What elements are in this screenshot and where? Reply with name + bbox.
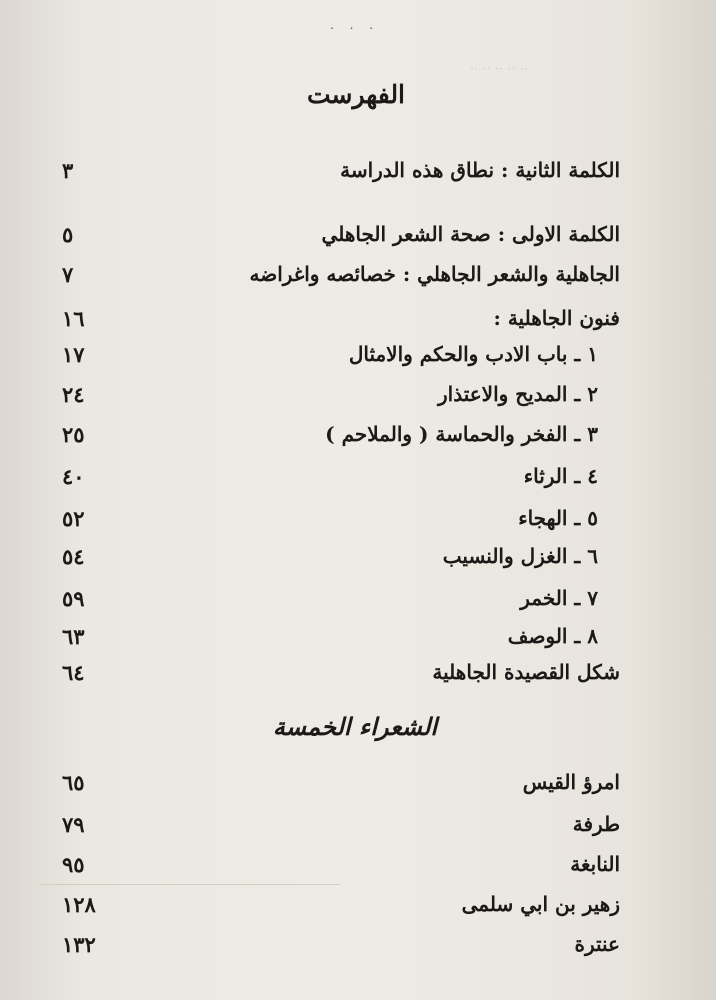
toc-row (0, 892, 716, 928)
toc-page-number: ٧٩ (62, 812, 85, 837)
toc-page-number: ١٦ (62, 306, 85, 331)
toc-row (0, 464, 716, 500)
toc-row (0, 624, 716, 660)
toc-entry-label: ٧ ـ الخمر (520, 586, 598, 610)
toc-page-number: ٦٤ (62, 660, 85, 685)
toc-entry-label: ٥ ـ الهجاء (518, 506, 598, 530)
toc-entry-label: شكل القصيدة الجاهلية (432, 660, 620, 684)
toc-row (0, 812, 716, 848)
toc-row (0, 262, 716, 298)
toc-entry-label: ٤ ـ الرثاء (523, 464, 598, 488)
toc-entry-label: النابغة (570, 852, 620, 876)
toc-page-number: ١٣٢ (62, 932, 96, 957)
toc-page-number: ٦٥ (62, 770, 85, 795)
toc-entry-label: امرؤ القيس (522, 770, 620, 794)
toc-page-number: ٤٠ (62, 464, 85, 489)
toc-entry-label: ٣ ـ الفخر والحماسة ( والملاحم ) (325, 422, 598, 446)
toc-entry-label: فنون الجاهلية : (493, 306, 620, 330)
toc-row (0, 932, 716, 968)
toc-entry-label: طرفة (572, 812, 620, 836)
toc-entry-label: ٦ ـ الغزل والنسيب (442, 544, 598, 568)
print-mark: . . . (330, 18, 380, 32)
toc-page-number: ١٢٨ (62, 892, 96, 917)
toc-row (0, 586, 716, 622)
toc-page-number: ٥٩ (62, 586, 85, 611)
toc-page-number: ٦٣ (62, 624, 85, 649)
toc-entry-label: ٢ ـ المديح والاعتذار (438, 382, 598, 406)
toc-row (0, 306, 716, 342)
toc-entry-label: الجاهلية والشعر الجاهلي : خصائصه واغراضه (249, 262, 620, 286)
toc-page-number: ١٧ (62, 342, 85, 367)
toc-row (0, 660, 716, 696)
toc-row (0, 422, 716, 458)
toc-row (0, 382, 716, 418)
toc-entry-label: ٨ ـ الوصف (507, 624, 598, 648)
toc-row (0, 342, 716, 378)
toc-page-number: ٥٢ (62, 506, 85, 531)
toc-row (0, 158, 716, 194)
toc-page-number: ٣ (62, 158, 74, 183)
toc-page-number: ٢٥ (62, 422, 85, 447)
toc-entry-label: الكلمة الاولى : صحة الشعر الجاهلي (321, 222, 620, 246)
toc-page-number: ٥ (62, 222, 74, 247)
bleed-through-rule (40, 884, 340, 885)
toc-row (0, 770, 716, 806)
bleed-through-text: ·· ·· ·· ·· ·· (470, 62, 528, 77)
toc-page-number: ٩٥ (62, 852, 85, 877)
toc-entry-label: زهير بن ابي سلمى (461, 892, 620, 916)
page-title: الفهرست (306, 80, 406, 109)
toc-entry-label: ١ ـ باب الادب والحكم والامثال (348, 342, 598, 366)
toc-page-number: ٧ (62, 262, 74, 287)
toc-row (0, 544, 716, 580)
toc-page-number: ٢٤ (62, 382, 85, 407)
toc-row (0, 852, 716, 888)
section-title: الشعراء الخمسة (272, 712, 438, 741)
toc-row (0, 222, 716, 258)
toc-entry-label: عنترة (574, 932, 620, 956)
toc-row (0, 506, 716, 542)
toc-entry-label: الكلمة الثانية : نطاق هذه الدراسة (340, 158, 620, 182)
toc-page-number: ٥٤ (62, 544, 85, 569)
